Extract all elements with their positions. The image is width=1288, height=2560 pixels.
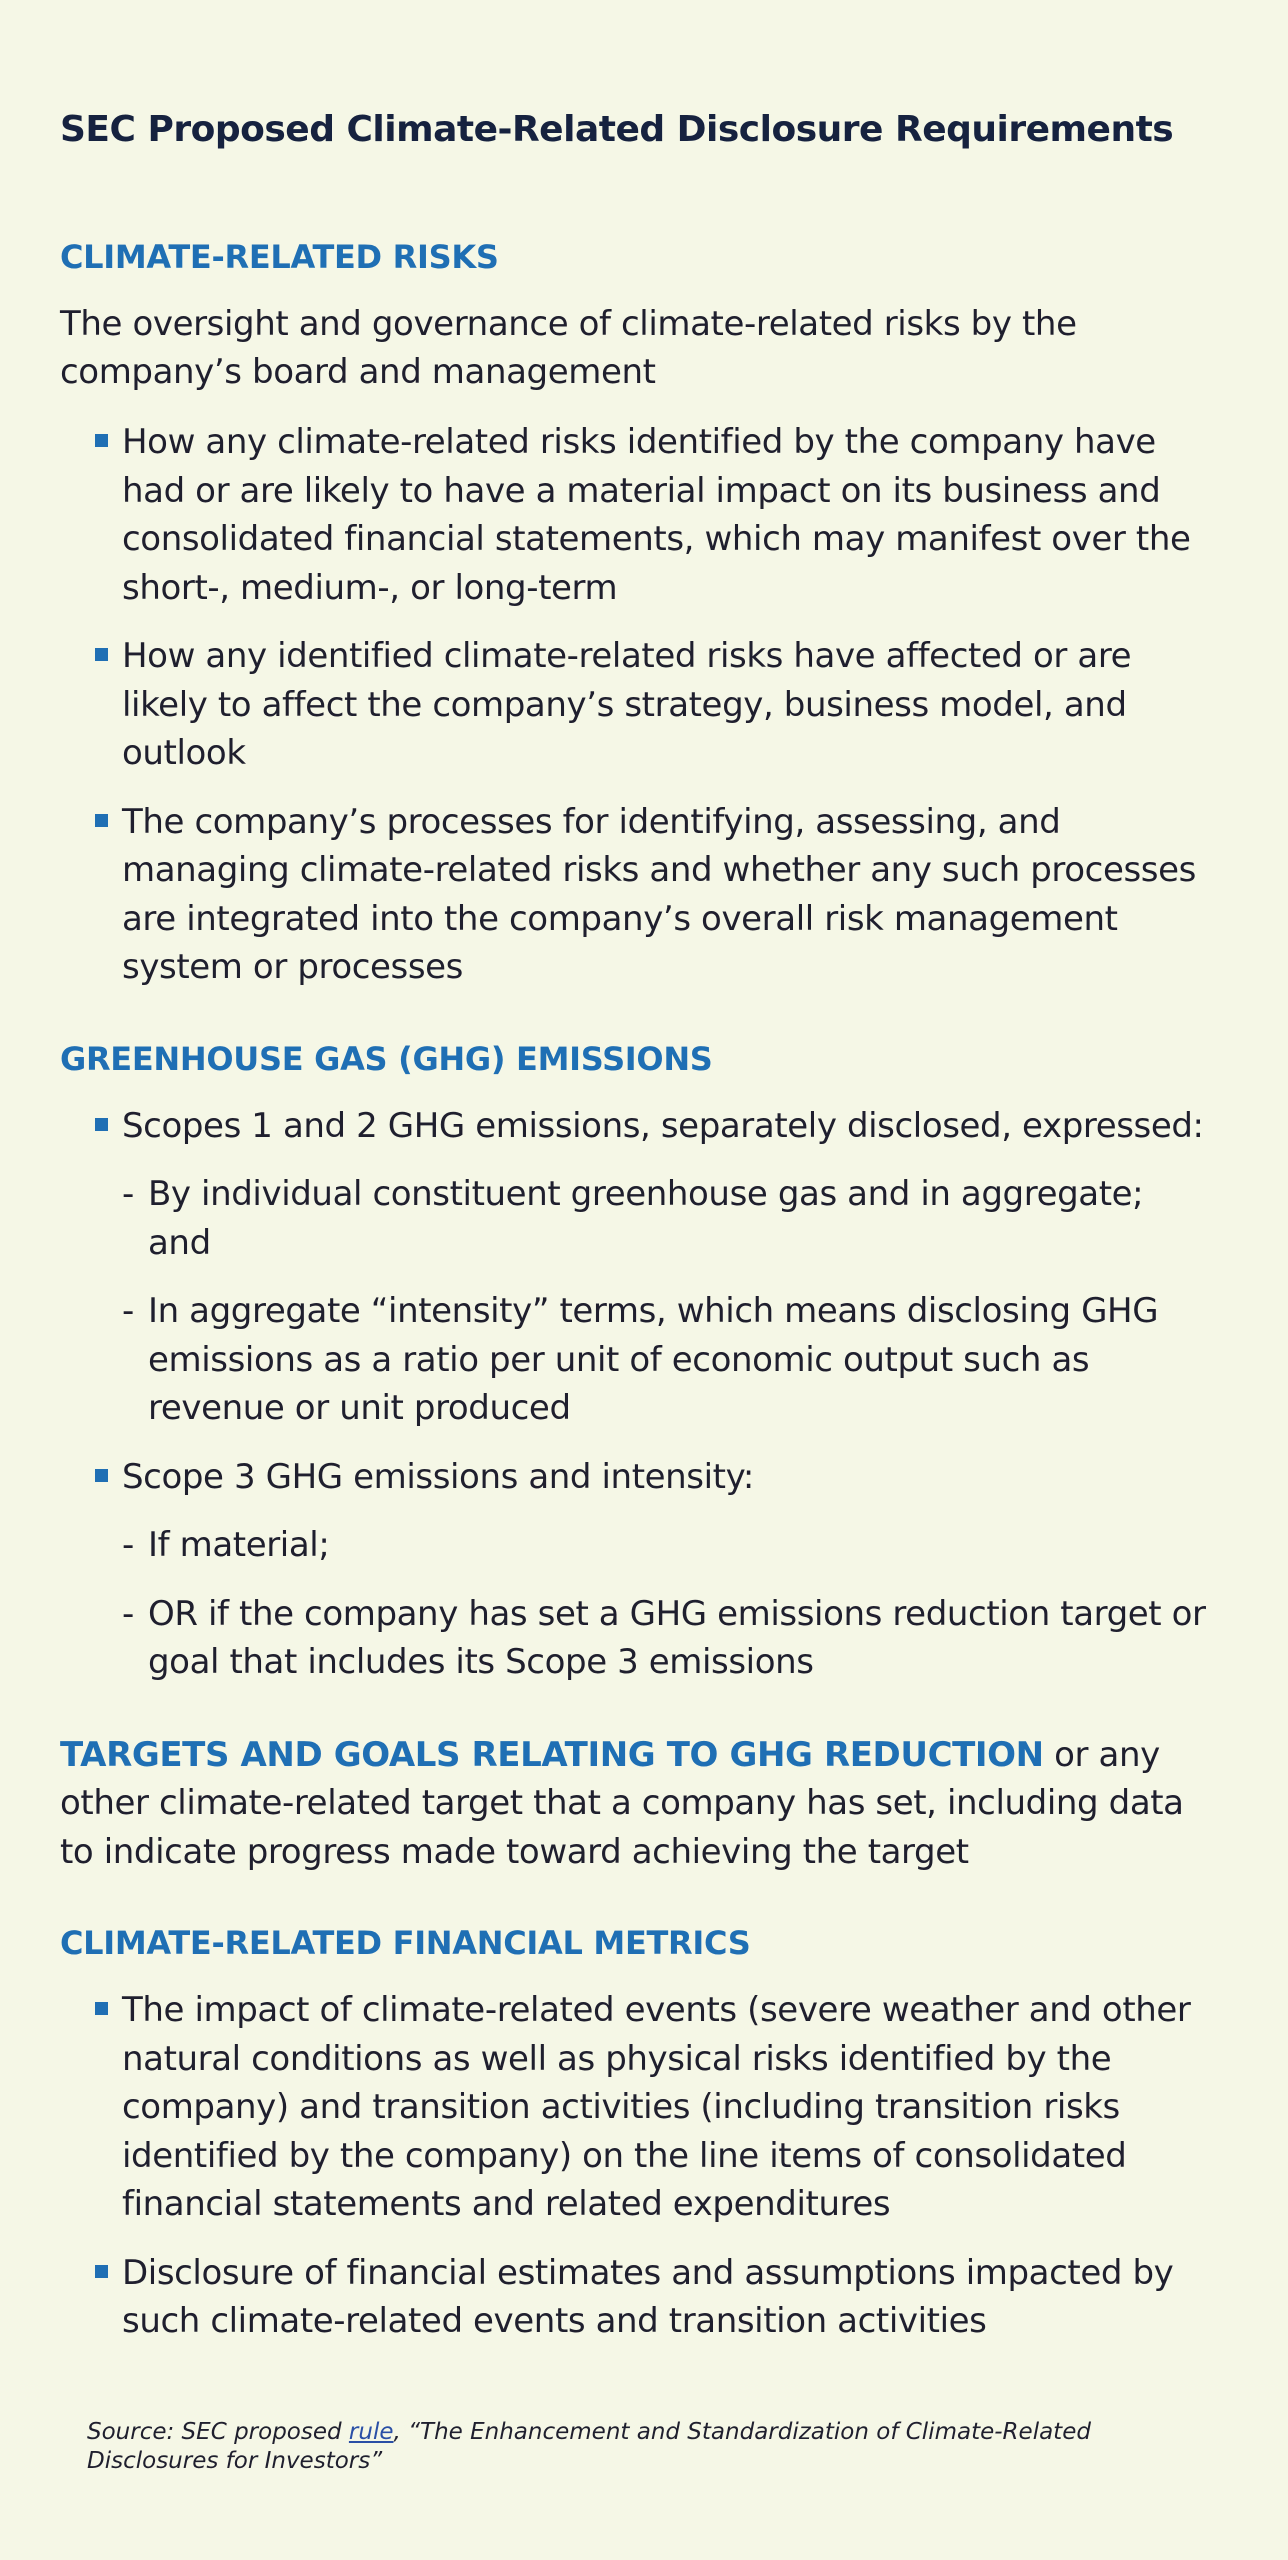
sub-list-item-text: In aggregate “intensity” terms, which means disclosing GHG emissions as a ratio per unit of economic output such as revenue or unit produced bbox=[148, 1291, 1159, 1428]
list-item bbox=[60, 632, 1210, 778]
dash-marker: - bbox=[122, 1291, 134, 1331]
square-bullet-icon bbox=[95, 1469, 108, 1482]
section-targets-goals bbox=[60, 1731, 1210, 1877]
square-bullet-icon bbox=[95, 434, 108, 447]
dash-marker: - bbox=[122, 1593, 134, 1634]
targets-text: or any other climate-related target that a company has set, including data to indicate progress made toward achieving the target bbox=[60, 1734, 1184, 1872]
dash-marker: - bbox=[122, 1174, 134, 1214]
square-bullet-icon bbox=[95, 1118, 108, 1131]
list-item-text: The company’s processes for identifying, assessing, and managing climate-related risks and whether any such processes are integrated into the company’s overall risk management system or processes bbox=[122, 801, 1196, 987]
sub-list-item bbox=[60, 1170, 1210, 1267]
section-heading-ghg: GREENHOUSE GAS (GHG) EMISSIONS bbox=[60, 1039, 713, 1078]
climate-risks-list bbox=[60, 418, 1210, 992]
square-bullet-icon bbox=[95, 648, 108, 661]
source-note bbox=[87, 2418, 1207, 2476]
list-item bbox=[60, 1453, 1210, 1502]
metrics-list bbox=[60, 1986, 1210, 2346]
page-title: SEC Proposed Climate-Related Disclosure Requirements bbox=[60, 109, 1174, 150]
section-ghg-emissions bbox=[60, 1036, 1210, 1687]
dash-marker: - bbox=[122, 1525, 134, 1565]
list-item-text: Disclosure of financial estimates and assumptions impacted by such climate-related events and transition activities bbox=[122, 2252, 1174, 2341]
climate-risks-intro: The oversight and governance of climate-related risks by the company’s board and management bbox=[60, 304, 1077, 392]
sub-list-item-text: OR if the company has set a GHG emissions reduction target or goal that includes its Scope 3 emissions bbox=[148, 1593, 1206, 1682]
square-bullet-icon bbox=[95, 2002, 108, 2015]
list-item bbox=[60, 1102, 1210, 1151]
list-item-text: How any identified climate-related risks have affected or are likely to affect the company’s strategy, business model, and outlook bbox=[122, 636, 1132, 773]
square-bullet-icon bbox=[95, 2265, 108, 2278]
source-rule-link[interactable]: rule bbox=[348, 2419, 394, 2445]
square-bullet-icon bbox=[95, 814, 108, 827]
sub-list-item bbox=[60, 1590, 1210, 1687]
section-heading-climate-risks: CLIMATE-RELATED RISKS bbox=[60, 238, 499, 276]
list-item bbox=[60, 798, 1210, 992]
source-suffix: , “The Enhancement and Standardization of Climate-Related Disclosures for Investors” bbox=[87, 2419, 1091, 2474]
section-heading-metrics: CLIMATE-RELATED FINANCIAL METRICS bbox=[60, 1924, 751, 1962]
list-item-text: The impact of climate-related events (severe weather and other natural conditions as well as physical risks identified by the company) and transition activities (including transition risks identified by the company) on the line items of consolidated financial statements and related expenditures bbox=[122, 1990, 1191, 2224]
sub-list-item-text: By individual constituent greenhouse gas and in aggregate; and bbox=[148, 1174, 1144, 1263]
targets-paragraph bbox=[60, 1731, 1210, 1877]
sub-list-item bbox=[60, 1521, 1210, 1570]
list-item-text: Scope 3 GHG emissions and intensity: bbox=[122, 1456, 754, 1497]
source-prefix: Source: SEC proposed bbox=[87, 2419, 349, 2445]
section-climate-risks bbox=[60, 234, 1210, 992]
list-item-text: How any climate-related risks identified by the company have had or are likely to have a material impact on its business and consolidated financial statements, which may manifest over the short-, medium-, or long-term bbox=[122, 422, 1191, 608]
sub-list-item bbox=[60, 1287, 1210, 1433]
section-financial-metrics bbox=[60, 1920, 1210, 2346]
list-item-text: Scopes 1 and 2 GHG emissions, separately disclosed, expressed: bbox=[122, 1105, 1204, 1146]
document bbox=[60, 104, 1210, 2390]
sub-list-item-text: If material; bbox=[148, 1525, 330, 1565]
ghg-list bbox=[60, 1102, 1210, 1687]
list-item bbox=[60, 2249, 1210, 2346]
list-item bbox=[60, 1986, 1210, 2229]
section-heading-targets: TARGETS AND GOALS RELATING TO GHG REDUCTION bbox=[60, 1734, 1044, 1775]
list-item bbox=[60, 418, 1210, 612]
